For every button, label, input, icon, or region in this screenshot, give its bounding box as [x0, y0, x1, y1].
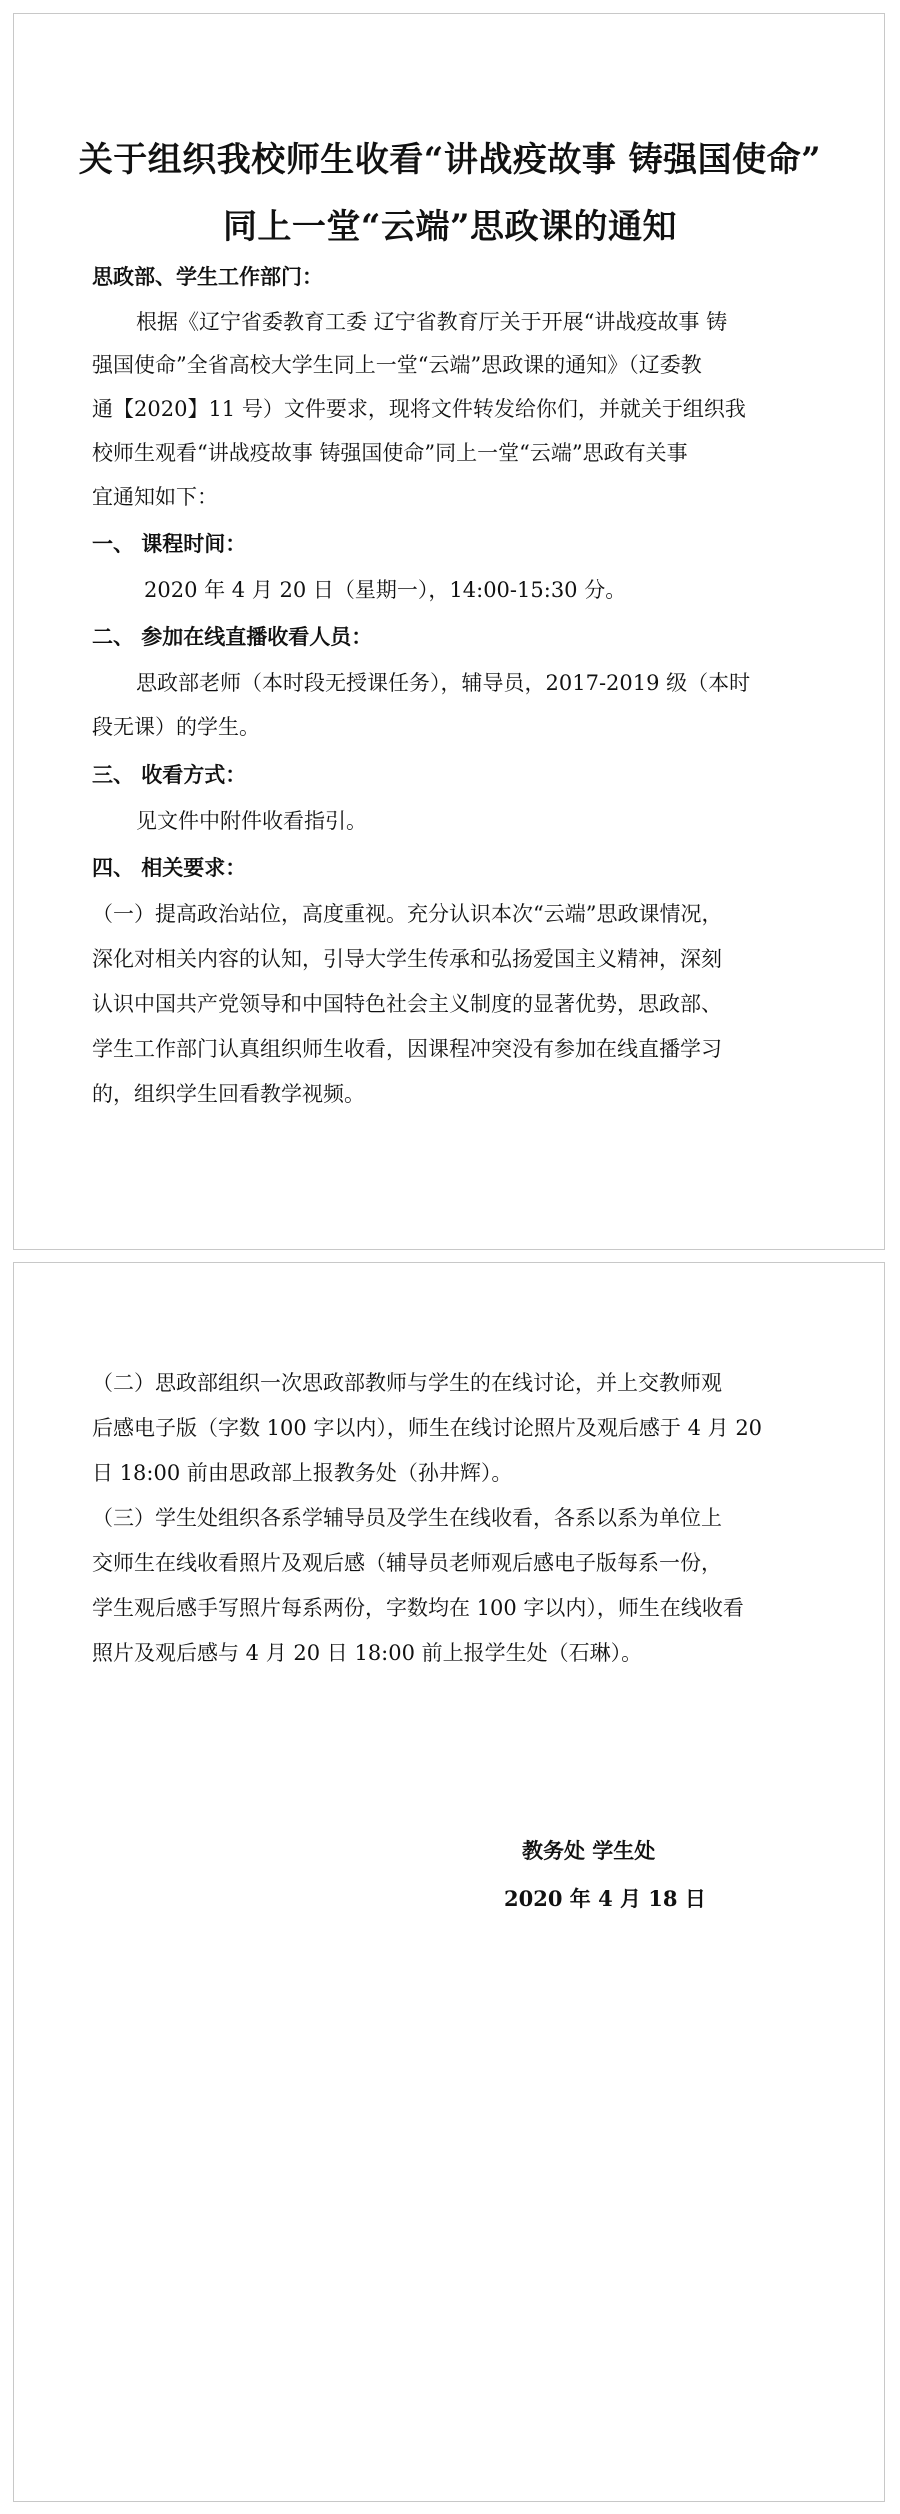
intro-line-2: 强国使命”全省高校大学生同上一堂“云端”思政课的通知》（辽委教: [92, 353, 702, 377]
document-page-1: [13, 13, 885, 1250]
section-2-text-1: 思政部老师（本时段无授课任务），辅导员，2017-2019 级（本时: [136, 671, 751, 695]
requirement-2-line-2: 后感电子版（字数 100 字以内），师生在线讨论照片及观后感于 4 月 20: [92, 1416, 763, 1440]
requirement-3-line-1: （三）学生处组织各系学辅导员及学生在线收看，各系以系为单位上: [92, 1506, 722, 1530]
intro-line-5: 宜通知如下：: [92, 485, 218, 509]
requirement-1-line-1: （一）提高政治站位，高度重视。充分认识本次“云端”思政课情况，: [92, 902, 723, 926]
requirement-3-line-4: 照片及观后感与 4 月 20 日 18:00 前上报学生处（石琳）。: [92, 1641, 643, 1665]
section-3-heading: 三、 收看方式：: [92, 762, 247, 787]
section-1-text: 2020 年 4 月 20 日（星期一），14:00-15:30 分。: [144, 578, 627, 602]
section-2-text-2: 段无课）的学生。: [92, 715, 260, 739]
requirement-3-line-3: 学生观后感手写照片每系两份，字数均在 100 字以内），师生在线收看: [92, 1596, 744, 1620]
recipient: 思政部、学生工作部门：: [92, 264, 323, 289]
intro-line-1: 根据《辽宁省委教育工委 辽宁省教育厅关于开展“讲战疫故事 铸: [136, 310, 728, 334]
section-3-text: 见文件中附件收看指引。: [136, 809, 367, 833]
document-page-2: [13, 1262, 885, 2502]
requirement-1-line-5: 的，组织学生回看教学视频。: [92, 1082, 365, 1106]
requirement-1-line-2: 深化对相关内容的认知，引导大学生传承和弘扬爱国主义精神，深刻: [92, 947, 722, 971]
requirement-2-line-3: 日 18:00 前由思政部上报教务处（孙井辉）。: [92, 1461, 513, 1485]
title-line-1: 关于组织我校师生收看“讲战疫故事 铸强国使命”: [78, 140, 822, 180]
requirement-1-line-3: 认识中国共产党领导和中国特色社会主义制度的显著优势，思政部、: [92, 992, 722, 1016]
signature-date: 2020 年 4 月 18 日: [504, 1886, 706, 1911]
intro-line-4: 校师生观看“讲战疫故事 铸强国使命”同上一堂“云端”思政有关事: [92, 441, 688, 465]
section-2-heading: 二、 参加在线直播收看人员：: [92, 624, 373, 649]
requirement-1-line-4: 学生工作部门认真组织师生收看，因课程冲突没有参加在线直播学习: [92, 1037, 722, 1061]
section-4-heading: 四、 相关要求：: [92, 855, 247, 880]
requirement-3-line-2: 交师生在线收看照片及观后感（辅导员老师观后感电子版每系一份，: [92, 1551, 722, 1575]
intro-line-3: 通【2020】11 号）文件要求，现将文件转发给你们，并就关于组织我: [92, 397, 746, 421]
section-1-heading: 一、 课程时间：: [92, 531, 247, 556]
title-line-2: 同上一堂“云端”思政课的通知: [222, 207, 678, 247]
signature-offices: 教务处 学生处: [522, 1838, 656, 1863]
requirement-2-line-1: （二）思政部组织一次思政部教师与学生的在线讨论，并上交教师观: [92, 1371, 722, 1395]
